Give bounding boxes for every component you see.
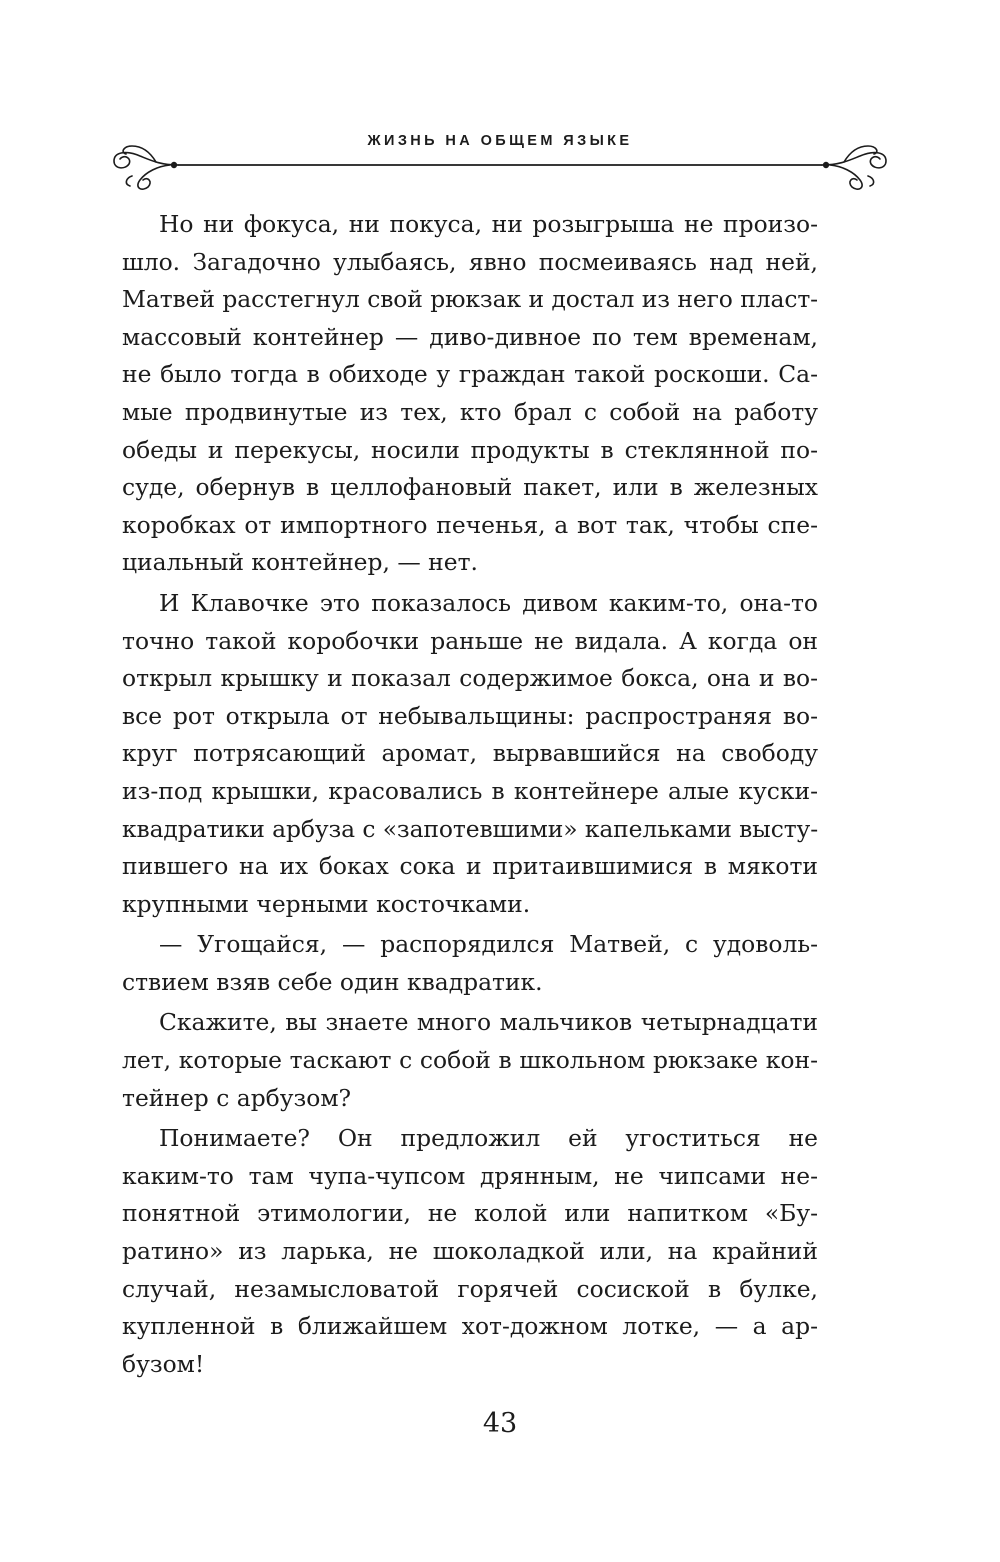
- text-line: бузом!: [122, 1349, 205, 1378]
- text-line: Скажите, вы знаете много мальчиков четырнадцати: [159, 1008, 818, 1037]
- text-line: купленной в ближайшем хот-дожном лотке, — а ар-: [122, 1312, 818, 1341]
- paragraph: [122, 926, 818, 1001]
- text-line: точно такой коробочки раньше не видала. А когда он: [122, 626, 818, 655]
- text-line: Понимаете? Он предложил ей угоститься не: [159, 1124, 818, 1153]
- text-line: круг потрясающий аромат, вырвавшийся на свободу: [122, 739, 818, 768]
- paragraph: [122, 585, 818, 923]
- text-line: тейнер с арбузом?: [122, 1083, 352, 1112]
- text-line: Но ни фокуса, ни покуса, ни розыгрыша не произо-: [159, 210, 818, 238]
- text-line: случай, незамысловатой горячей сосиской в булке,: [122, 1274, 818, 1303]
- text-line: циальный контейнер, — нет.: [122, 548, 478, 577]
- text-line: суде, обернув в целлофановый пакет, или в железных: [122, 473, 818, 502]
- running-title: ЖИЗНЬ НА ОБЩЕМ ЯЗЫКЕ: [367, 133, 633, 149]
- text-line: все рот открыла от небывальщины: распространяя во-: [122, 701, 818, 730]
- page-header: [0, 0, 1000, 200]
- text-line: мые продвинутые из тех, кто брал с собой на работу: [122, 397, 818, 426]
- scroll-flourish-ornament-icon: [0, 0, 1000, 200]
- text-line: — Угощайся, — распорядился Матвей, с удоволь-: [159, 930, 818, 959]
- text-line: крупными черными косточками.: [122, 889, 531, 918]
- text-line: обеды и перекусы, носили продукты в стеклянной по-: [122, 435, 818, 464]
- text-line: понятной этимологии, не колой или напитком «Бу-: [122, 1199, 818, 1228]
- text-line: массовый контейнер — диво-дивное по тем временам,: [122, 322, 818, 351]
- page-number: 43: [482, 1408, 518, 1439]
- text-line: каким-то там чупа-чупсом дрянным, не чипсами не-: [122, 1161, 818, 1190]
- paragraph: [122, 1120, 818, 1383]
- paragraph: [122, 1004, 818, 1117]
- body-text: [122, 206, 818, 1383]
- text-line: лет, которые таскают с собой в школьном рюкзаке кон-: [122, 1046, 818, 1075]
- text-line: квадратики арбуза с «запотевшими» капельками высту-: [122, 814, 818, 843]
- text-line: ратино» из ларька, не шоколадкой или, на крайний: [122, 1237, 818, 1266]
- text-line: открыл крышку и показал содержимое бокса, она и во-: [122, 664, 818, 693]
- paragraph: [122, 206, 818, 582]
- text-line: ствием взяв себе один квадратик.: [122, 967, 543, 996]
- text-line: шло. Загадочно улыбаясь, явно посмеиваясь над ней,: [122, 247, 818, 276]
- text-line: не было тогда в обиходе у граждан такой роскоши. Са-: [122, 360, 818, 389]
- text-line: коробках от импортного печенья, а вот так, чтобы спе-: [122, 510, 818, 539]
- text-line: из-под крышки, красовались в контейнере алые куски-: [122, 776, 818, 805]
- text-line: И Клавочке это показалось дивом каким-то, она-то: [159, 588, 818, 617]
- text-line: пившего на их боках сока и притаившимися в мякоти: [122, 852, 818, 881]
- text-line: Матвей расстегнул свой рюкзак и достал из него пласт-: [122, 285, 818, 314]
